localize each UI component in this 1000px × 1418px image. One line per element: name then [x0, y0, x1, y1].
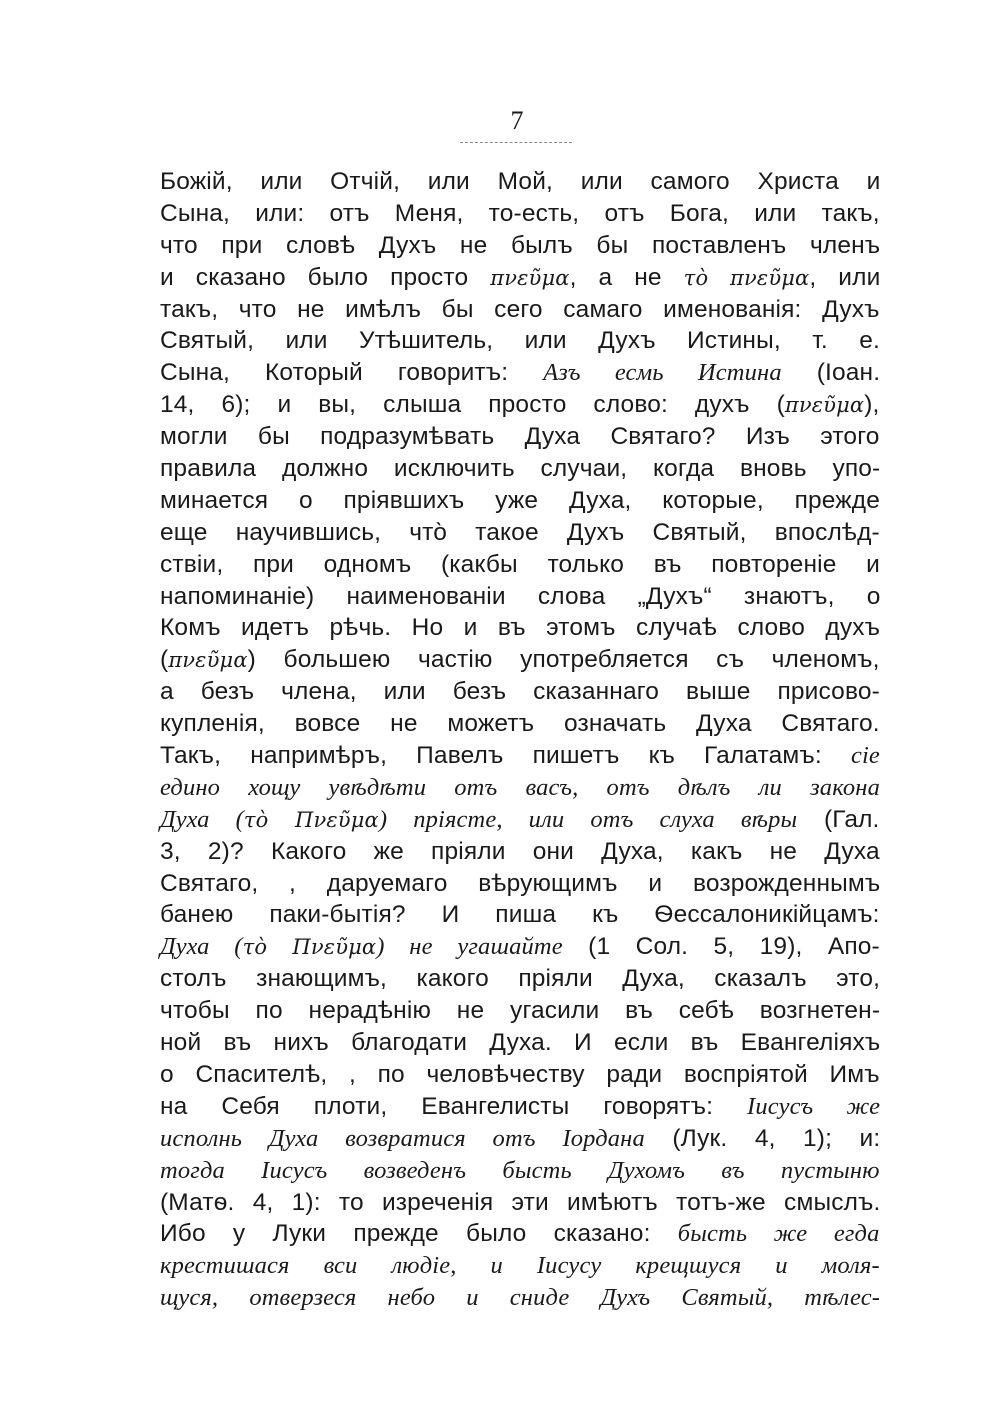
italic-quote: бысть же егда	[677, 1220, 880, 1248]
page-number: 7	[510, 106, 524, 135]
text-segment: чтобы по нерадѣнію не угасили въ себѣ возгнетен-	[160, 997, 881, 1025]
text-line	[160, 421, 880, 453]
italic-quote: едино хощу увѣдѣти отъ васъ, отъ дѣлъ ли закона	[160, 773, 880, 801]
text-line	[160, 708, 880, 740]
greek-term: τὸ Πνεῦμα	[243, 807, 379, 832]
text-segment: купленія, вовсе не можетъ означать Духа Святаго.	[160, 710, 880, 738]
italic-quote: сіе	[850, 742, 880, 770]
text-line	[160, 230, 880, 262]
text-segment: Сына, Который говоритъ:	[160, 359, 544, 387]
text-segment: Сына, или: отъ Меня, то-есть, отъ Бога, или такъ,	[160, 199, 880, 227]
text-line	[160, 1027, 880, 1059]
italic-quote: исполнь Духа возвратися отъ Іордана	[160, 1124, 645, 1152]
text-segment: правила должно исключить случаи, когда вновь упо-	[160, 455, 881, 483]
text-line	[160, 612, 880, 644]
text-line	[160, 740, 880, 772]
text-segment: Такъ, напримѣръ, Павелъ пишетъ къ Галатамъ:	[160, 742, 851, 770]
italic-quote: ) не угашайте	[376, 933, 563, 961]
text-line	[160, 644, 880, 676]
text-segment: еще научившись, что̀ такое Духъ Святый, впослѣд-	[160, 518, 880, 546]
italic-quote: Духа (	[160, 805, 244, 833]
text-segment: что при словѣ Духъ не былъ бы поставленъ членъ	[160, 231, 881, 259]
italic-quote: тогда Іисусъ возведенъ бысть Духомъ въ пустыню	[160, 1156, 880, 1184]
text-segment: (Гал.	[797, 805, 880, 833]
text-line	[160, 453, 880, 485]
text-line	[160, 1250, 880, 1282]
text-segment: минается о пріявшихъ уже Духа, которые, прежде	[160, 486, 881, 514]
text-line	[160, 325, 880, 357]
text-line	[160, 1059, 880, 1091]
text-segment: Ибо у Луки прежде было сказано:	[160, 1220, 678, 1248]
text-segment: такъ, что не имѣлъ бы сего самаго именованія: Духъ	[160, 295, 880, 323]
text-line	[160, 963, 880, 995]
text-segment: Комъ идетъ рѣчь. Но и въ этомъ случаѣ слово духъ	[160, 614, 881, 642]
text-segment: могли бы подразумѣвать Духа Святаго? Изъ этого	[160, 423, 880, 451]
text-line	[160, 1155, 880, 1187]
text-segment: ),	[864, 391, 880, 419]
text-line	[160, 1282, 880, 1314]
text-line	[160, 517, 880, 549]
text-line	[160, 294, 880, 326]
text-line	[160, 804, 880, 836]
text-line	[160, 549, 880, 581]
text-segment: на Себя плоти, Евангелисты говорятъ:	[160, 1092, 748, 1120]
text-line	[160, 995, 880, 1027]
greek-term: τὸ πνεῦμα	[683, 265, 810, 290]
text-line	[160, 1091, 880, 1123]
text-segment: (Матѳ. 4, 1): то изреченія эти имѣютъ тотъ-же смыслъ.	[160, 1188, 881, 1216]
text-segment: Святый, или Утѣшитель, или Духъ Истины, т. е.	[160, 327, 880, 355]
greek-term: τὸ Πνεῦμα	[242, 935, 377, 960]
text-line	[160, 1123, 880, 1155]
text-line	[160, 389, 880, 421]
text-line	[160, 198, 880, 230]
text-line	[160, 868, 880, 900]
text-segment: ) большею частію употребляется съ членомъ,	[247, 646, 880, 674]
text-segment: , а не	[569, 263, 684, 291]
text-segment: столъ знающимъ, какого пріяли Духа, сказалъ это,	[160, 965, 881, 993]
text-segment: (Лук. 4, 1); и:	[644, 1124, 881, 1152]
text-line	[160, 676, 880, 708]
text-segment: (Іоан.	[781, 359, 881, 387]
italic-quote: ) пріясте, или отъ слуха вѣры	[378, 805, 798, 833]
text-segment: о Спасителѣ, , по человѣчеству ради воспріятой Имъ	[160, 1060, 880, 1088]
text-segment: Святаго, , даруемаго вѣрующимъ и возрожденнымъ	[160, 869, 881, 897]
text-segment: банею паки-бытія? И пиша къ Ѳессалоникійцамъ:	[160, 901, 880, 929]
text-line	[160, 899, 880, 931]
text-segment: 3, 2)? Какого же пріяли они Духа, какъ не Духа	[160, 837, 880, 865]
text-line	[160, 166, 880, 198]
italic-quote: Іисусъ же	[747, 1092, 881, 1120]
text-line	[160, 931, 880, 963]
text-line	[160, 485, 880, 517]
text-segment: 14, 6); и вы, слыша просто слово: духъ (	[160, 391, 785, 419]
text-line	[160, 357, 880, 389]
text-line	[160, 581, 880, 613]
text-segment: (1 Сол. 5, 19), Апо-	[562, 933, 880, 961]
greek-term: πνεῦμα	[168, 648, 248, 673]
text-segment: а безъ члена, или безъ сказаннаго выше присово-	[160, 678, 880, 706]
page-body-text	[160, 166, 880, 1314]
text-line	[160, 772, 880, 804]
italic-quote: Духа (	[160, 933, 243, 961]
italic-quote: крестишася вси людіе, и Іисусу крещшуся и моля-	[160, 1252, 880, 1280]
italic-quote: Азъ есмь Истина	[543, 359, 782, 387]
text-line	[160, 1218, 880, 1250]
greek-term: πνεῦμα	[490, 265, 570, 290]
italic-quote: щуся, отверзеся небо и сниде Духъ Святый, тѣлес-	[160, 1284, 881, 1312]
text-segment: напоминаніе) наименованіи слова „Духъ“ знаютъ, о	[160, 582, 881, 610]
text-line	[160, 836, 880, 868]
text-segment: ствіи, при одномъ (какбы только въ повтореніе и	[160, 550, 881, 578]
text-segment: , или	[809, 263, 881, 291]
header-rule	[460, 142, 572, 143]
text-segment: ной въ нихъ благодати Духа. И если въ Евангеліяхъ	[160, 1029, 881, 1057]
text-segment: Божій, или Отчій, или Мой, или самого Христа и	[160, 168, 881, 195]
text-segment: (	[160, 646, 169, 674]
greek-term: πνεῦμα	[784, 393, 865, 418]
text-line	[160, 262, 880, 294]
text-segment: и сказано было просто	[160, 263, 491, 291]
text-line	[160, 1187, 880, 1219]
